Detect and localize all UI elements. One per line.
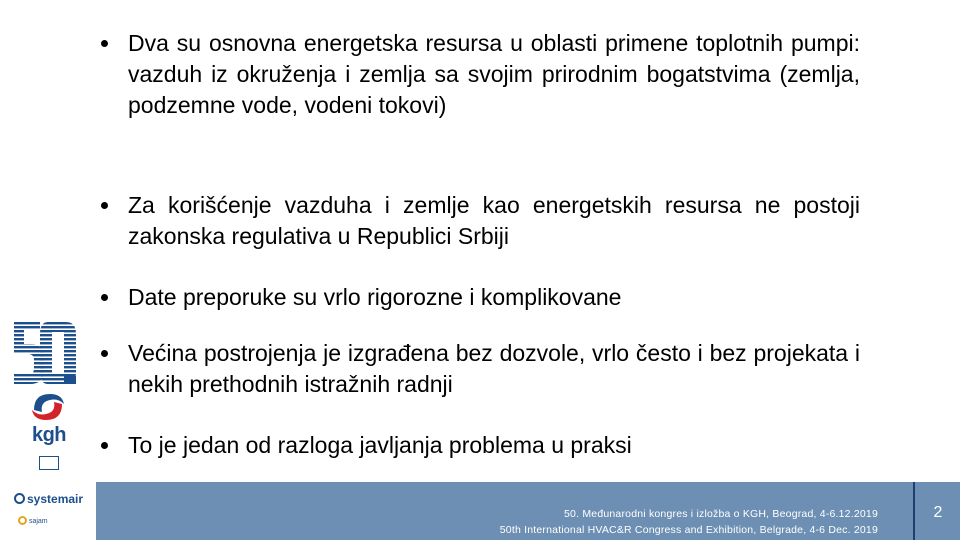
systemair-text: systemair	[27, 492, 84, 506]
bullet-dot-icon	[101, 202, 108, 209]
bullet-text: Za korišćenje vazduha i zemlje kao energetskih resursa ne postoji zakonska regulativa u Republici Srbiji	[128, 192, 860, 249]
kgh-logo-text: kgh	[31, 424, 67, 446]
bullet-dot-icon	[101, 294, 108, 301]
anniversary-50-logo	[12, 318, 78, 388]
conference-line-sr: 50. Međunarodni kongres i izložba o KGH, Beograd, 4-6.12.2019	[564, 508, 878, 520]
conference-line-en: 50th International HVAC&R Congress and Exhibition, Belgrade, 4-6 Dec. 2019	[499, 524, 878, 536]
bullet-text: Dva su osnovna energetska resursa u oblasti primene toplotnih pumpi: vazduh iz okruženja i zemlja sa svojim prirodnim bogatstvima (zemlja, podzemne vode, vodeni tokovi)	[128, 30, 860, 118]
bullet-dot-icon	[101, 442, 108, 449]
bullet-item	[96, 282, 860, 313]
bullet-item	[96, 338, 860, 400]
bullet-item	[96, 190, 860, 252]
sajam-text: sajam	[28, 518, 48, 525]
bullet-item	[96, 28, 860, 121]
kgh-swirl-icon	[28, 390, 68, 424]
kgh-badge-icon	[39, 456, 59, 470]
conference-info	[500, 506, 878, 538]
systemair-icon	[14, 493, 25, 504]
systemair-logo	[14, 492, 83, 506]
page-number: 2	[933, 504, 943, 521]
bullet-dot-icon	[101, 40, 108, 47]
sajam-logo	[18, 516, 48, 525]
bullet-dot-icon	[101, 350, 108, 357]
bullet-text: Većina postrojenja je izgrađena bez dozvole, vrlo često i bez projekata i nekih prethodnih istražnih radnji	[128, 340, 860, 397]
footer-divider	[913, 482, 915, 540]
sponsor-logos	[0, 482, 96, 540]
bullet-item	[96, 430, 860, 461]
sajam-ring-icon	[18, 516, 27, 525]
bullet-text: Date preporuke su vrlo rigorozne i komplikovane	[128, 284, 622, 310]
footer-bar	[0, 482, 960, 540]
bullet-text: To je jedan od razloga javljanja problema u praksi	[128, 432, 632, 458]
